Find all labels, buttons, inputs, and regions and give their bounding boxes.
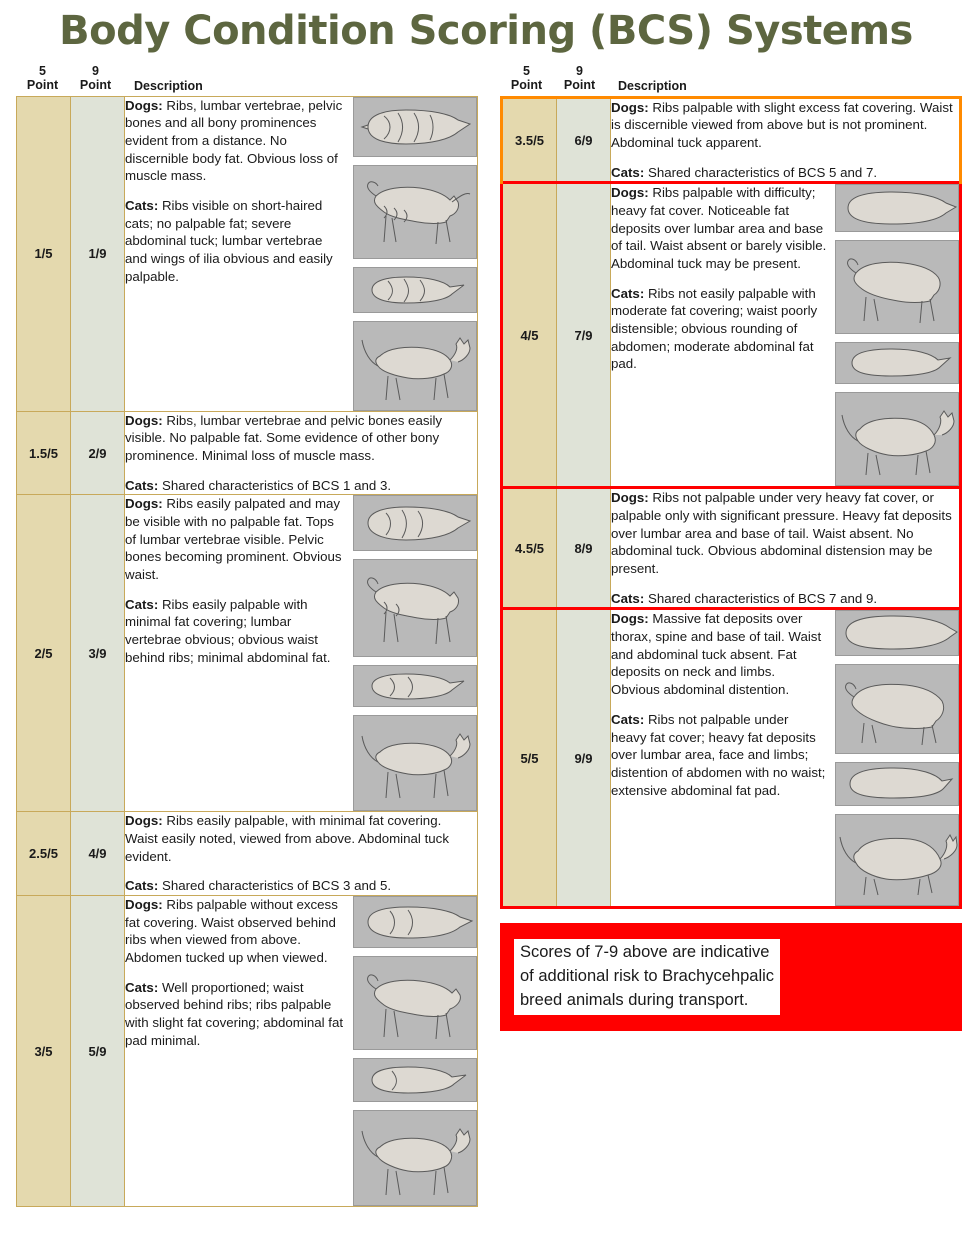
right-bcs-table [500, 96, 962, 910]
score-9-point: 2/9 [71, 411, 125, 495]
cats-label: Cats: [125, 878, 159, 894]
cat-top-view-image [835, 342, 959, 384]
score-9-point: 7/9 [557, 183, 611, 488]
row-description [125, 812, 478, 896]
cat-top-view-image [353, 1058, 477, 1102]
cats-label: Cats: [125, 198, 159, 214]
table-row [17, 96, 478, 411]
note-text [514, 939, 780, 1015]
cat-side-view-image [353, 1110, 477, 1206]
row-description [125, 96, 478, 411]
row-description [125, 495, 478, 812]
dogs-text: Ribs not palpable under very heavy fat cover, or palpable only with significant pressure. Heavy fat deposits over lumbar area and base of tail. Waist absent. No abdominal tuck. Obvious abdominal distension may be present. [611, 490, 952, 577]
dogs-label: Dogs: [611, 99, 649, 115]
brachycephalic-warning-note [500, 923, 962, 1031]
cat-side-view-image [835, 392, 959, 486]
dog-side-view-image [353, 165, 477, 259]
score-9-point: 5/9 [71, 896, 125, 1207]
table-row [17, 495, 478, 812]
cats-text: Ribs visible on short-haired cats; no palpable fat; severe abdominal tuck; lumbar vertebrae and wings of ilia obvious and easily palpable. [125, 198, 333, 284]
header-description: Description [618, 78, 687, 93]
dog-top-view-image [835, 610, 959, 656]
cats-label: Cats: [611, 711, 645, 727]
cats-text: Ribs not easily palpable with moderate fat covering; waist poorly distensible; obvious rounding of abdomen; moderate abdominal fat pad. [611, 285, 818, 372]
cats-text: Ribs not palpable under heavy fat cover; heavy fat deposits over lumbar area, face and limbs; distention of abdomen with no waist; extensive abdominal fat pad. [611, 711, 826, 798]
row-description [611, 97, 961, 183]
note-line-3: breed animals during transport. [520, 991, 749, 1010]
header-9-point: 9 Point [79, 64, 112, 93]
cat-top-view-image [835, 762, 959, 806]
dogs-label: Dogs: [611, 611, 649, 627]
dog-side-view-image [353, 559, 477, 657]
dogs-label: Dogs: [125, 97, 163, 113]
cat-top-view-image [353, 665, 477, 707]
dogs-text: Ribs palpable without excess fat covering. Waist observed behind ribs when viewed from above. Abdomen tucked up when viewed. [125, 897, 338, 966]
cats-text: Shared characteristics of BCS 5 and 7. [644, 164, 878, 180]
dogs-text: Ribs, lumbar vertebrae, pelvic bones and all bony prominences evident from a distance. No discernible body fat. Obvious loss of muscle mass. [125, 97, 343, 184]
row-description [125, 896, 478, 1207]
note-line-1: Scores of 7-9 above are indicative [520, 943, 770, 962]
table-row [502, 183, 961, 488]
table-row [17, 411, 478, 495]
cats-text: Shared characteristics of BCS 7 and 9. [644, 590, 878, 606]
cat-side-view-image [353, 715, 477, 811]
score-5-point: 4.5/5 [502, 488, 557, 609]
bcs-chart-page [0, 8, 972, 1238]
cats-label: Cats: [125, 596, 159, 612]
dogs-label: Dogs: [125, 412, 163, 428]
dog-side-view-image [835, 664, 959, 754]
cats-label: Cats: [611, 164, 645, 180]
dog-top-view-image [835, 184, 959, 232]
illustration-group [353, 896, 477, 1206]
score-5-point: 1.5/5 [17, 411, 71, 495]
dog-top-view-image [353, 896, 477, 948]
score-9-point: 9/9 [557, 609, 611, 908]
right-column [500, 64, 962, 1031]
dogs-label: Dogs: [125, 897, 163, 913]
header-9-point: 9 Point [563, 64, 596, 93]
dogs-text: Ribs easily palpated and may be visible with no palpable fat. Tops of lumbar vertebrae visible. Pelvic bones becoming prominent. Obvious waist. [125, 496, 342, 583]
illustration-group [353, 495, 477, 811]
score-9-point: 3/9 [71, 495, 125, 812]
row-description [611, 609, 961, 908]
dogs-text: Massive fat deposits over thorax, spine and base of tail. Waist and abdominal tuck absent. Fat deposits on neck and limbs. Obvious abdominal distention. [611, 611, 822, 698]
illustration-group [835, 184, 959, 486]
note-line-2: of additional risk to Brachycehpalic [520, 967, 775, 986]
cats-label: Cats: [125, 477, 159, 493]
score-9-point: 4/9 [71, 812, 125, 896]
dog-top-view-image [353, 495, 477, 551]
table-row [502, 488, 961, 609]
score-5-point: 3.5/5 [502, 97, 557, 183]
dog-side-view-image [835, 240, 959, 334]
score-5-point: 4/5 [502, 183, 557, 488]
table-row [502, 609, 961, 908]
score-5-point: 2/5 [17, 495, 71, 812]
cat-top-view-image [353, 267, 477, 313]
cats-text: Shared characteristics of BCS 1 and 3. [158, 477, 392, 493]
table-row [17, 896, 478, 1207]
row-description [611, 183, 961, 488]
row-description [611, 488, 961, 609]
score-9-point: 6/9 [557, 97, 611, 183]
dogs-label: Dogs: [125, 496, 163, 512]
illustration-group [353, 97, 477, 411]
cat-side-view-image [835, 814, 959, 906]
score-5-point: 2.5/5 [17, 812, 71, 896]
page-title: Body Condition Scoring (BCS) Systems [59, 8, 913, 54]
score-5-point: 5/5 [502, 609, 557, 908]
dogs-label: Dogs: [611, 490, 649, 506]
left-table-header [16, 64, 478, 96]
two-column-layout [16, 64, 956, 1207]
cats-label: Cats: [125, 979, 159, 995]
dogs-text: Ribs palpable with difficulty; heavy fat cover. Noticeable fat deposits over lumbar area and base of tail. Waist absent or barely visible. Abdominal tuck may be present. [611, 185, 827, 272]
header-description: Description [134, 78, 203, 93]
right-table-header [500, 64, 962, 96]
dog-top-view-image [353, 97, 477, 157]
left-bcs-table [16, 96, 478, 1207]
dog-side-view-image [353, 956, 477, 1050]
header-5-point: 5 Point [26, 64, 59, 93]
left-column [16, 64, 478, 1207]
score-9-point: 8/9 [557, 488, 611, 609]
row-description [125, 411, 478, 495]
cats-label: Cats: [611, 590, 645, 606]
cats-text: Shared characteristics of BCS 3 and 5. [158, 878, 392, 894]
cats-label: Cats: [611, 285, 645, 301]
dogs-text: Ribs easily palpable, with minimal fat covering. Waist easily noted, viewed from above. Abdominal tuck evident. [125, 813, 449, 864]
dogs-text: Ribs palpable with slight excess fat covering. Waist is discernible viewed from above but is not prominent. Abdominal tuck apparent. [611, 99, 953, 151]
dogs-text: Ribs, lumbar vertebrae and pelvic bones easily visible. No palpable fat. Some evidence of other bony prominence. Minimal loss of muscle mass. [125, 412, 443, 464]
cats-text: Ribs easily palpable with minimal fat covering; lumbar vertebrae obvious; obvious waist behind ribs; minimal abdominal fat. [125, 596, 331, 665]
cats-text: Well proportioned; waist observed behind ribs; ribs palpable with slight fat covering; abdominal fat pad minimal. [125, 979, 344, 1048]
dogs-label: Dogs: [125, 813, 163, 829]
cat-side-view-image [353, 321, 477, 411]
illustration-group [835, 610, 959, 906]
header-5-point: 5 Point [510, 64, 543, 93]
score-5-point: 1/5 [17, 96, 71, 411]
score-5-point: 3/5 [17, 896, 71, 1207]
dogs-label: Dogs: [611, 185, 649, 201]
table-row [502, 97, 961, 183]
table-row [17, 812, 478, 896]
score-9-point: 1/9 [71, 96, 125, 411]
